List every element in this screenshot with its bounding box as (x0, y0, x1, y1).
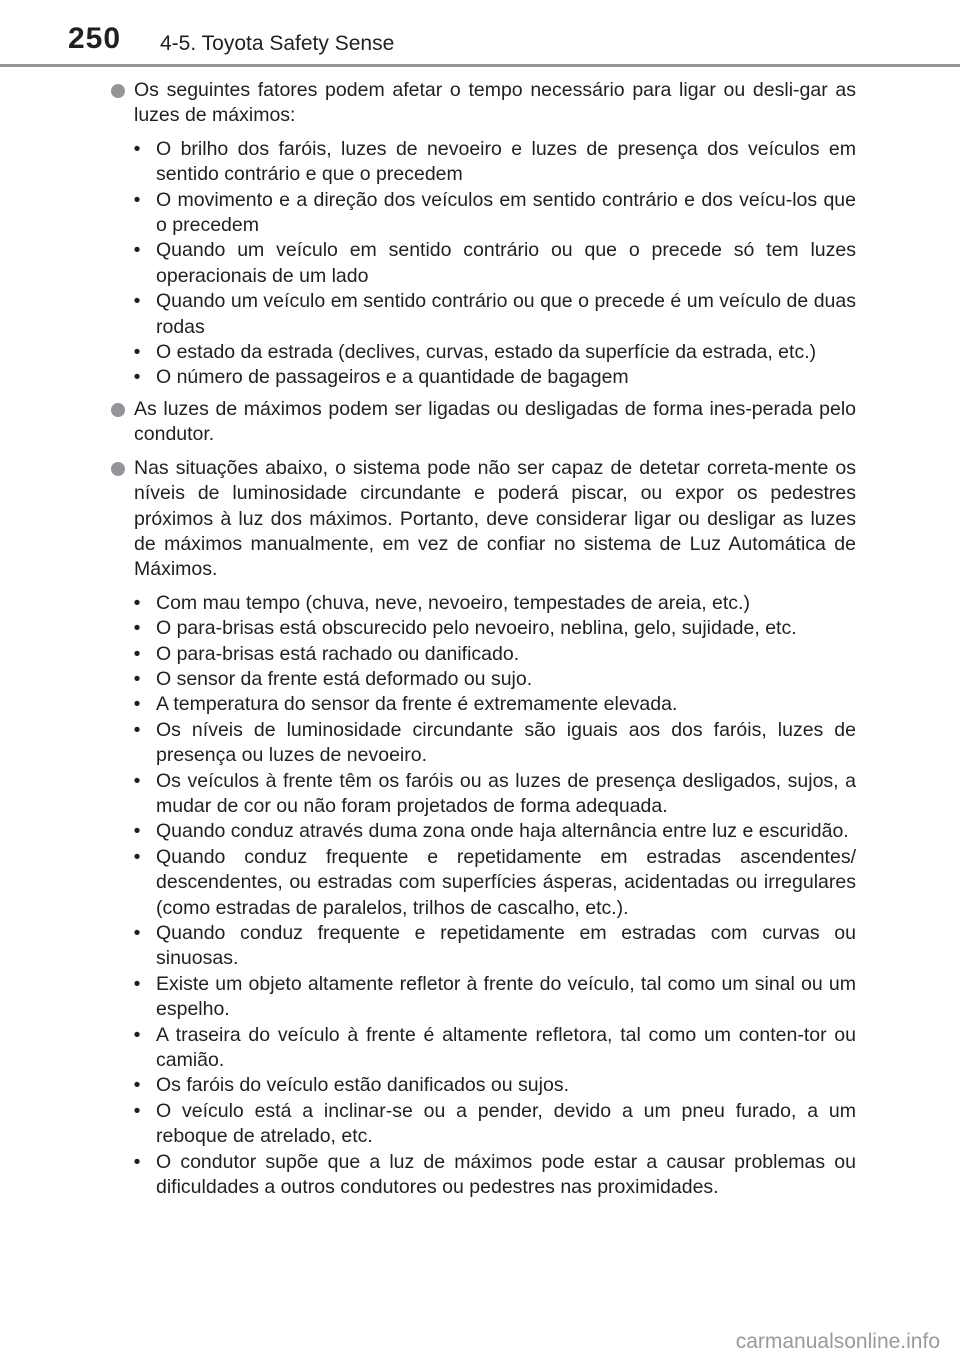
circle-bullet-icon (111, 84, 125, 98)
list-item: • Quando conduz através duma zona onde haja alternância entre luz e escuridão. (156, 819, 856, 844)
dot-bullet-icon: • (133, 667, 141, 690)
paragraph-text: As luzes de máximos podem ser ligadas ou desligadas de forma ines-perada pelo condutor. (134, 397, 856, 446)
list-item: • Os níveis de luminosidade circundante são iguais aos dos faróis, luzes de presença ou luzes de nevoeiro. (156, 718, 856, 769)
dot-bullet-icon: • (133, 1074, 141, 1097)
dot-bullet-icon: • (133, 341, 141, 364)
list-item: • Com mau tempo (chuva, neve, nevoeiro, tempestades de areia, etc.) (156, 591, 856, 616)
paragraph-factors (108, 78, 856, 129)
dot-bullet-icon: • (133, 1023, 141, 1046)
list-item: • Os veículos à frente têm os faróis ou as luzes de presença desligados, sujos, a mudar de cor ou não foram projetados de forma adequada. (156, 769, 856, 820)
dot-bullet-icon: • (133, 137, 141, 160)
factors-list (108, 137, 856, 391)
dot-bullet-icon: • (133, 718, 141, 741)
dot-bullet-icon: • (133, 188, 141, 211)
list-item: • O brilho dos faróis, luzes de nevoeiro e luzes de presença dos veículos em sentido contrário e que o precedem (156, 137, 856, 188)
circle-bullet-icon (111, 462, 125, 476)
dot-bullet-icon: • (133, 845, 141, 868)
list-item: • O veículo está a inclinar-se ou a pender, devido a um pneu furado, a um reboque de atrelado, etc. (156, 1099, 856, 1150)
list-item: • O número de passageiros e a quantidade de bagagem (156, 365, 856, 390)
dot-bullet-icon: • (133, 239, 141, 262)
dot-bullet-icon: • (133, 1150, 141, 1173)
list-item: • O estado da estrada (declives, curvas, estado da superfície da estrada, etc.) (156, 340, 856, 365)
list-item: • A temperatura do sensor da frente é extremamente elevada. (156, 692, 856, 717)
page-header (0, 0, 960, 70)
paragraph-text: Nas situações abaixo, o sistema pode não ser capaz de detetar correta-mente os níveis de luminosidade circundante e poderá piscar, ou expor os pedestres próximos à luz dos máximos. Portanto, deve considerar ligar ou desligar as luzes de máximos manualmente, em vez de confiar no sistema de Luz Automática de Máximos. (134, 456, 856, 581)
dot-bullet-icon: • (133, 1099, 141, 1122)
list-item: • Quando conduz frequente e repetidamente em estradas com curvas ou sinuosas. (156, 921, 856, 972)
paragraph-text: Os seguintes fatores podem afetar o tempo necessário para ligar ou desli-gar as luzes de máximos: (134, 79, 856, 127)
watermark: carmanualsonline.info (735, 1330, 940, 1353)
page-content (108, 78, 856, 1206)
list-item: • Quando um veículo em sentido contrário ou que o precede é um veículo de duas rodas (156, 289, 856, 340)
paragraph-situations (108, 456, 856, 583)
section-title: 4-5. Toyota Safety Sense (160, 32, 395, 55)
dot-bullet-icon: • (133, 972, 141, 995)
list-item: • O para-brisas está rachado ou danificado. (156, 642, 856, 667)
list-item: • O movimento e a direção dos veículos em sentido contrário e dos veícu-los que o precedem (156, 188, 856, 239)
dot-bullet-icon: • (133, 922, 141, 944)
page-number: 250 (68, 22, 122, 55)
dot-bullet-icon: • (133, 591, 141, 614)
list-item: • A traseira do veículo à frente é altamente refletora, tal como um conten-tor ou camião. (156, 1023, 856, 1074)
dot-bullet-icon: • (133, 820, 141, 843)
dot-bullet-icon: • (133, 642, 141, 665)
dot-bullet-icon: • (133, 769, 141, 792)
list-item: • O condutor supõe que a luz de máximos pode estar a causar problemas ou dificuldades a outros condutores ou pedestres nas proximidades. (156, 1150, 856, 1201)
dot-bullet-icon: • (133, 290, 141, 313)
dot-bullet-icon: • (133, 366, 141, 389)
list-item: • Os faróis do veículo estão danificados ou sujos. (156, 1073, 856, 1098)
list-item: • O sensor da frente está deformado ou sujo. (156, 667, 856, 692)
header-divider (0, 64, 960, 67)
list-item: • Quando conduz frequente e repetidamente em estradas ascendentes/ descendentes, ou estradas com superfícies ásperas, acidentadas ou irregulares (como estradas de paralelos, trilhos de cascalho, etc.). (156, 845, 856, 921)
dot-bullet-icon: • (133, 693, 141, 716)
list-item: • Existe um objeto altamente refletor à frente do veículo, tal como um sinal ou um espelho. (156, 972, 856, 1023)
circle-bullet-icon (111, 403, 125, 417)
situations-list (108, 591, 856, 1201)
dot-bullet-icon: • (133, 617, 141, 640)
list-item: • Quando um veículo em sentido contrário ou que o precede só tem luzes operacionais de um lado (156, 238, 856, 289)
paragraph-unexpected (108, 397, 856, 448)
list-item: • O para-brisas está obscurecido pelo nevoeiro, neblina, gelo, sujidade, etc. (156, 616, 856, 641)
